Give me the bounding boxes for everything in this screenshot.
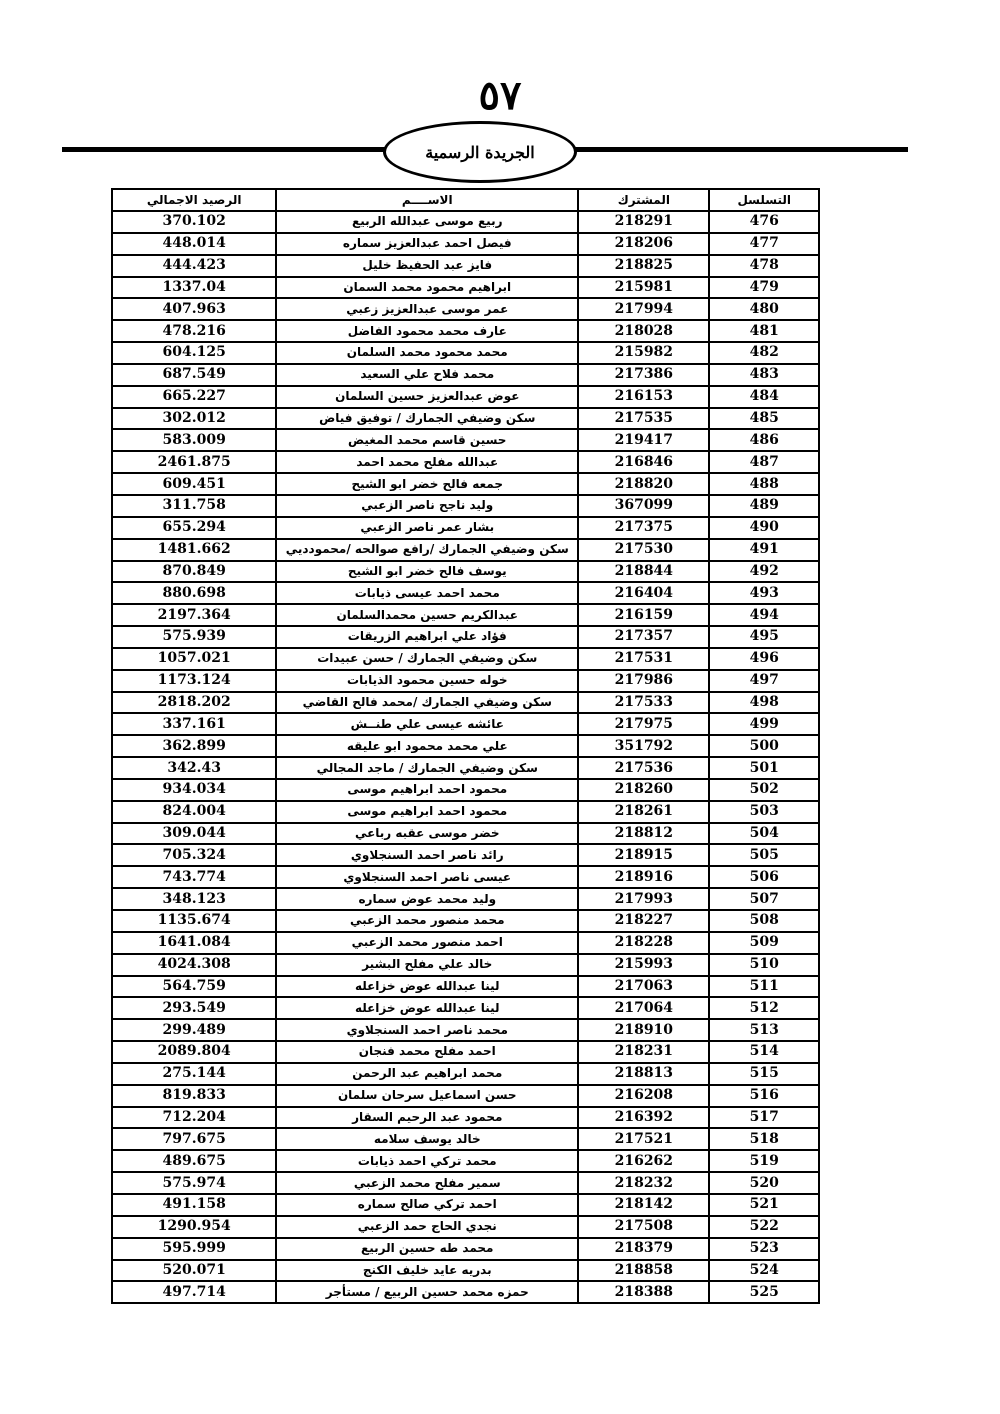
table-row xyxy=(112,1107,819,1129)
cell-serial: 500 xyxy=(709,735,819,757)
column-header-name: الاســــم xyxy=(276,189,578,211)
cell-subscriber: 216262 xyxy=(578,1150,709,1172)
cell-balance: 311.758 xyxy=(112,495,276,517)
cell-subscriber: 367099 xyxy=(578,495,709,517)
cell-serial: 479 xyxy=(709,277,819,299)
cell-serial: 477 xyxy=(709,233,819,255)
table-row xyxy=(112,495,819,517)
cell-balance: 655.294 xyxy=(112,517,276,539)
cell-serial: 505 xyxy=(709,844,819,866)
cell-name: علي محمد محمود ابو عليقه xyxy=(276,735,578,757)
cell-serial: 503 xyxy=(709,801,819,823)
table-row xyxy=(112,517,819,539)
cell-balance: 1290.954 xyxy=(112,1216,276,1238)
cell-subscriber: 217357 xyxy=(578,626,709,648)
cell-serial: 478 xyxy=(709,255,819,277)
cell-serial: 480 xyxy=(709,298,819,320)
cell-subscriber: 217986 xyxy=(578,670,709,692)
cell-name: ابراهيم محمود محمد السمان xyxy=(276,277,578,299)
cell-subscriber: 215982 xyxy=(578,342,709,364)
cell-name: بشار عمر ناصر الزعبي xyxy=(276,517,578,539)
table-row xyxy=(112,779,819,801)
cell-subscriber: 218813 xyxy=(578,1063,709,1085)
table-row xyxy=(112,1194,819,1216)
cell-subscriber: 216153 xyxy=(578,386,709,408)
table-row xyxy=(112,386,819,408)
cell-balance: 575.939 xyxy=(112,626,276,648)
cell-name: رائد ناصر احمد السنجلاوي xyxy=(276,844,578,866)
cell-serial: 484 xyxy=(709,386,819,408)
cell-balance: 1641.084 xyxy=(112,932,276,954)
cell-serial: 482 xyxy=(709,342,819,364)
table-row xyxy=(112,1260,819,1282)
cell-name: سمير مفلح محمد الزعبي xyxy=(276,1172,578,1194)
cell-serial: 492 xyxy=(709,561,819,583)
cell-balance: 448.014 xyxy=(112,233,276,255)
cell-name: بدريه عايد خليف الكنج xyxy=(276,1260,578,1282)
cell-balance: 705.324 xyxy=(112,844,276,866)
table-row xyxy=(112,692,819,714)
cell-subscriber: 216392 xyxy=(578,1107,709,1129)
cell-balance: 2089.804 xyxy=(112,1041,276,1063)
cell-name: حمزه محمد حسين الربيع / مستأجر xyxy=(276,1281,578,1303)
table-row xyxy=(112,976,819,998)
table-row xyxy=(112,1063,819,1085)
table-row xyxy=(112,255,819,277)
cell-subscriber: 217063 xyxy=(578,976,709,998)
cell-serial: 510 xyxy=(709,954,819,976)
cell-serial: 508 xyxy=(709,910,819,932)
gazette-title-oval xyxy=(383,121,577,183)
cell-name: حسين قاسم محمد المغيض xyxy=(276,429,578,451)
cell-subscriber: 218844 xyxy=(578,561,709,583)
cell-subscriber: 216404 xyxy=(578,582,709,604)
cell-balance: 407.963 xyxy=(112,298,276,320)
cell-name: وليد ناجح ناصر الزعبي xyxy=(276,495,578,517)
column-header-serial: التسلسل xyxy=(709,189,819,211)
table-row xyxy=(112,277,819,299)
cell-balance: 520.071 xyxy=(112,1260,276,1282)
cell-name: خوله حسين محمود الذيابات xyxy=(276,670,578,692)
table-row xyxy=(112,1172,819,1194)
cell-serial: 491 xyxy=(709,539,819,561)
cell-serial: 502 xyxy=(709,779,819,801)
cell-name: عائشه عيسى علي طنــش xyxy=(276,713,578,735)
cell-name: احمد تركي صالح سماره xyxy=(276,1194,578,1216)
table-row xyxy=(112,1281,819,1303)
table-body xyxy=(112,211,819,1303)
cell-serial: 507 xyxy=(709,888,819,910)
cell-balance: 342.43 xyxy=(112,757,276,779)
cell-serial: 485 xyxy=(709,408,819,430)
cell-subscriber: 217508 xyxy=(578,1216,709,1238)
table-row xyxy=(112,342,819,364)
cell-subscriber: 216208 xyxy=(578,1085,709,1107)
cell-subscriber: 218232 xyxy=(578,1172,709,1194)
cell-name: محمد فلاح علي السعيد xyxy=(276,364,578,386)
cell-serial: 494 xyxy=(709,604,819,626)
cell-name: محمود احمد ابراهيم موسى xyxy=(276,779,578,801)
cell-name: عمر موسى عبدالعزيز زعبي xyxy=(276,298,578,320)
cell-serial: 481 xyxy=(709,320,819,342)
cell-subscriber: 217975 xyxy=(578,713,709,735)
cell-name: عوض عبدالعزيز حسين السلمان xyxy=(276,386,578,408)
cell-name: فؤاد علي ابراهيم الزريقات xyxy=(276,626,578,648)
table-row xyxy=(112,626,819,648)
cell-balance: 575.974 xyxy=(112,1172,276,1194)
table-row xyxy=(112,451,819,473)
subscriber-balance-table xyxy=(111,188,820,1304)
cell-name: خالد يوسف سلامه xyxy=(276,1128,578,1150)
cell-serial: 504 xyxy=(709,823,819,845)
cell-balance: 604.125 xyxy=(112,342,276,364)
table-row xyxy=(112,561,819,583)
cell-subscriber: 218261 xyxy=(578,801,709,823)
cell-balance: 497.714 xyxy=(112,1281,276,1303)
cell-subscriber: 218910 xyxy=(578,1019,709,1041)
cell-subscriber: 215993 xyxy=(578,954,709,976)
table-row xyxy=(112,954,819,976)
table-row xyxy=(112,932,819,954)
table-row xyxy=(112,1128,819,1150)
cell-name: حسن اسماعيل سرحان سلمان xyxy=(276,1085,578,1107)
cell-name: محمد ابراهيم عبد الرحمن xyxy=(276,1063,578,1085)
cell-serial: 516 xyxy=(709,1085,819,1107)
cell-name: سكن وضيفي الجمارك /محمد فالح القاضي xyxy=(276,692,578,714)
cell-serial: 513 xyxy=(709,1019,819,1041)
cell-subscriber: 218916 xyxy=(578,866,709,888)
cell-serial: 519 xyxy=(709,1150,819,1172)
cell-subscriber: 216159 xyxy=(578,604,709,626)
table-header-row xyxy=(112,189,819,211)
table-row xyxy=(112,866,819,888)
cell-serial: 517 xyxy=(709,1107,819,1129)
gazette-title: الجريدة الرسمية xyxy=(425,142,535,162)
cell-subscriber: 217521 xyxy=(578,1128,709,1150)
cell-balance: 1481.662 xyxy=(112,539,276,561)
cell-name: عيسى ناصر احمد السنجلاوي xyxy=(276,866,578,888)
table-row xyxy=(112,408,819,430)
cell-balance: 348.123 xyxy=(112,888,276,910)
cell-balance: 1337.04 xyxy=(112,277,276,299)
table-row xyxy=(112,298,819,320)
table-row xyxy=(112,364,819,386)
cell-balance: 478.216 xyxy=(112,320,276,342)
cell-serial: 493 xyxy=(709,582,819,604)
table-row xyxy=(112,844,819,866)
table-row xyxy=(112,1238,819,1260)
cell-subscriber: 216846 xyxy=(578,451,709,473)
cell-balance: 712.204 xyxy=(112,1107,276,1129)
cell-serial: 522 xyxy=(709,1216,819,1238)
cell-balance: 934.034 xyxy=(112,779,276,801)
cell-subscriber: 217535 xyxy=(578,408,709,430)
cell-balance: 824.004 xyxy=(112,801,276,823)
table-row xyxy=(112,233,819,255)
cell-name: محمود احمد ابراهيم موسى xyxy=(276,801,578,823)
cell-serial: 520 xyxy=(709,1172,819,1194)
column-header-subscriber: المشترك xyxy=(578,189,709,211)
cell-serial: 515 xyxy=(709,1063,819,1085)
cell-balance: 309.044 xyxy=(112,823,276,845)
cell-subscriber: 217536 xyxy=(578,757,709,779)
cell-subscriber: 218825 xyxy=(578,255,709,277)
cell-subscriber: 218260 xyxy=(578,779,709,801)
table-row xyxy=(112,1041,819,1063)
cell-name: محمد محمود محمد السلمان xyxy=(276,342,578,364)
table-row xyxy=(112,211,819,233)
table-row xyxy=(112,757,819,779)
page-number: ٥٧ xyxy=(478,72,522,119)
cell-name: احمد منصور محمد الزعبي xyxy=(276,932,578,954)
cell-balance: 489.675 xyxy=(112,1150,276,1172)
cell-subscriber: 219417 xyxy=(578,429,709,451)
cell-serial: 512 xyxy=(709,997,819,1019)
cell-balance: 4024.308 xyxy=(112,954,276,976)
cell-name: خضر موسى عقبه رباعي xyxy=(276,823,578,845)
cell-name: محمود عبد الرحيم السقار xyxy=(276,1107,578,1129)
cell-name: سكن وضيفي الجمارك / توفيق فياض xyxy=(276,408,578,430)
cell-balance: 609.451 xyxy=(112,473,276,495)
cell-subscriber: 218206 xyxy=(578,233,709,255)
cell-balance: 299.489 xyxy=(112,1019,276,1041)
cell-serial: 476 xyxy=(709,211,819,233)
cell-serial: 521 xyxy=(709,1194,819,1216)
cell-serial: 486 xyxy=(709,429,819,451)
cell-serial: 523 xyxy=(709,1238,819,1260)
cell-subscriber: 218915 xyxy=(578,844,709,866)
cell-name: سكن وضيفي الجمارك /رافع صوالحه /محمودديي xyxy=(276,539,578,561)
cell-serial: 496 xyxy=(709,648,819,670)
cell-balance: 444.423 xyxy=(112,255,276,277)
table-row xyxy=(112,320,819,342)
cell-name: احمد مفلح محمد فنجان xyxy=(276,1041,578,1063)
table-row xyxy=(112,997,819,1019)
table-row xyxy=(112,801,819,823)
cell-name: ربيع موسى عبدالله الربيع xyxy=(276,211,578,233)
cell-serial: 511 xyxy=(709,976,819,998)
cell-balance: 870.849 xyxy=(112,561,276,583)
table-row xyxy=(112,473,819,495)
table-row xyxy=(112,1216,819,1238)
cell-balance: 362.899 xyxy=(112,735,276,757)
column-header-balance: الرصيد الاجمالي xyxy=(112,189,276,211)
cell-balance: 595.999 xyxy=(112,1238,276,1260)
cell-subscriber: 217993 xyxy=(578,888,709,910)
cell-balance: 2197.364 xyxy=(112,604,276,626)
table-row xyxy=(112,910,819,932)
cell-balance: 797.675 xyxy=(112,1128,276,1150)
table-row xyxy=(112,648,819,670)
table-row xyxy=(112,823,819,845)
cell-balance: 880.698 xyxy=(112,582,276,604)
cell-subscriber: 217994 xyxy=(578,298,709,320)
cell-balance: 293.549 xyxy=(112,997,276,1019)
cell-serial: 487 xyxy=(709,451,819,473)
table-row xyxy=(112,539,819,561)
table-row xyxy=(112,1019,819,1041)
cell-subscriber: 218858 xyxy=(578,1260,709,1282)
cell-name: فيصل احمد عبدالعزيز سماره xyxy=(276,233,578,255)
cell-name: محمد ناصر احمد السنجلاوي xyxy=(276,1019,578,1041)
cell-subscriber: 217386 xyxy=(578,364,709,386)
cell-serial: 509 xyxy=(709,932,819,954)
cell-name: نجدي الحاج حمد الزعبي xyxy=(276,1216,578,1238)
cell-name: لينا عبدالله عوض خزاعله xyxy=(276,976,578,998)
cell-balance: 491.158 xyxy=(112,1194,276,1216)
cell-balance: 687.549 xyxy=(112,364,276,386)
cell-serial: 490 xyxy=(709,517,819,539)
cell-name: جمعه فالح خضر ابو الشيح xyxy=(276,473,578,495)
cell-subscriber: 218231 xyxy=(578,1041,709,1063)
cell-balance: 2461.875 xyxy=(112,451,276,473)
cell-serial: 514 xyxy=(709,1041,819,1063)
cell-subscriber: 217375 xyxy=(578,517,709,539)
cell-serial: 489 xyxy=(709,495,819,517)
cell-serial: 488 xyxy=(709,473,819,495)
cell-serial: 506 xyxy=(709,866,819,888)
cell-name: عبدالله مفلح محمد احمد xyxy=(276,451,578,473)
cell-balance: 819.833 xyxy=(112,1085,276,1107)
cell-balance: 583.009 xyxy=(112,429,276,451)
cell-balance: 370.102 xyxy=(112,211,276,233)
cell-balance: 2818.202 xyxy=(112,692,276,714)
cell-subscriber: 218379 xyxy=(578,1238,709,1260)
cell-serial: 518 xyxy=(709,1128,819,1150)
cell-name: يوسف فالح خضر ابو الشيح xyxy=(276,561,578,583)
cell-subscriber: 351792 xyxy=(578,735,709,757)
cell-name: لينا عبدالله عوض خزاعله xyxy=(276,997,578,1019)
cell-balance: 665.227 xyxy=(112,386,276,408)
cell-subscriber: 218142 xyxy=(578,1194,709,1216)
cell-subscriber: 218820 xyxy=(578,473,709,495)
cell-balance: 743.774 xyxy=(112,866,276,888)
cell-name: محمد طه حسين الربيع xyxy=(276,1238,578,1260)
cell-serial: 495 xyxy=(709,626,819,648)
table-row xyxy=(112,888,819,910)
cell-subscriber: 218291 xyxy=(578,211,709,233)
cell-serial: 497 xyxy=(709,670,819,692)
table-row xyxy=(112,1150,819,1172)
cell-name: محمد احمد عيسى ذيابات xyxy=(276,582,578,604)
cell-subscriber: 218812 xyxy=(578,823,709,845)
cell-serial: 524 xyxy=(709,1260,819,1282)
cell-subscriber: 218228 xyxy=(578,932,709,954)
cell-name: خالد علي مفلح البشير xyxy=(276,954,578,976)
cell-subscriber: 218028 xyxy=(578,320,709,342)
cell-subscriber: 217530 xyxy=(578,539,709,561)
cell-balance: 337.161 xyxy=(112,713,276,735)
cell-balance: 1135.674 xyxy=(112,910,276,932)
cell-balance: 275.144 xyxy=(112,1063,276,1085)
cell-name: محمد منصور محمد الزعبي xyxy=(276,910,578,932)
cell-subscriber: 217533 xyxy=(578,692,709,714)
table-row xyxy=(112,604,819,626)
cell-balance: 1057.021 xyxy=(112,648,276,670)
cell-name: سكن وضيفي الجمارك / ماجد المجالي xyxy=(276,757,578,779)
cell-name: عبدالكريم حسين محمدالسلمان xyxy=(276,604,578,626)
cell-name: فايز عبد الحفيظ خليل xyxy=(276,255,578,277)
table-row xyxy=(112,429,819,451)
cell-subscriber: 218227 xyxy=(578,910,709,932)
cell-serial: 525 xyxy=(709,1281,819,1303)
table-row xyxy=(112,713,819,735)
table-row xyxy=(112,670,819,692)
cell-serial: 499 xyxy=(709,713,819,735)
cell-name: محمد تركي احمد ذيابات xyxy=(276,1150,578,1172)
cell-balance: 564.759 xyxy=(112,976,276,998)
table-row xyxy=(112,582,819,604)
cell-subscriber: 218388 xyxy=(578,1281,709,1303)
cell-serial: 501 xyxy=(709,757,819,779)
cell-name: سكن وضيفي الجمارك / حسن عبيدات xyxy=(276,648,578,670)
table-row xyxy=(112,735,819,757)
cell-name: عارف محمد محمود الفاضل xyxy=(276,320,578,342)
cell-name: وليد محمد عوض سماره xyxy=(276,888,578,910)
cell-subscriber: 217531 xyxy=(578,648,709,670)
cell-serial: 483 xyxy=(709,364,819,386)
table-row xyxy=(112,1085,819,1107)
cell-subscriber: 215981 xyxy=(578,277,709,299)
cell-serial: 498 xyxy=(709,692,819,714)
cell-subscriber: 217064 xyxy=(578,997,709,1019)
cell-balance: 302.012 xyxy=(112,408,276,430)
cell-balance: 1173.124 xyxy=(112,670,276,692)
